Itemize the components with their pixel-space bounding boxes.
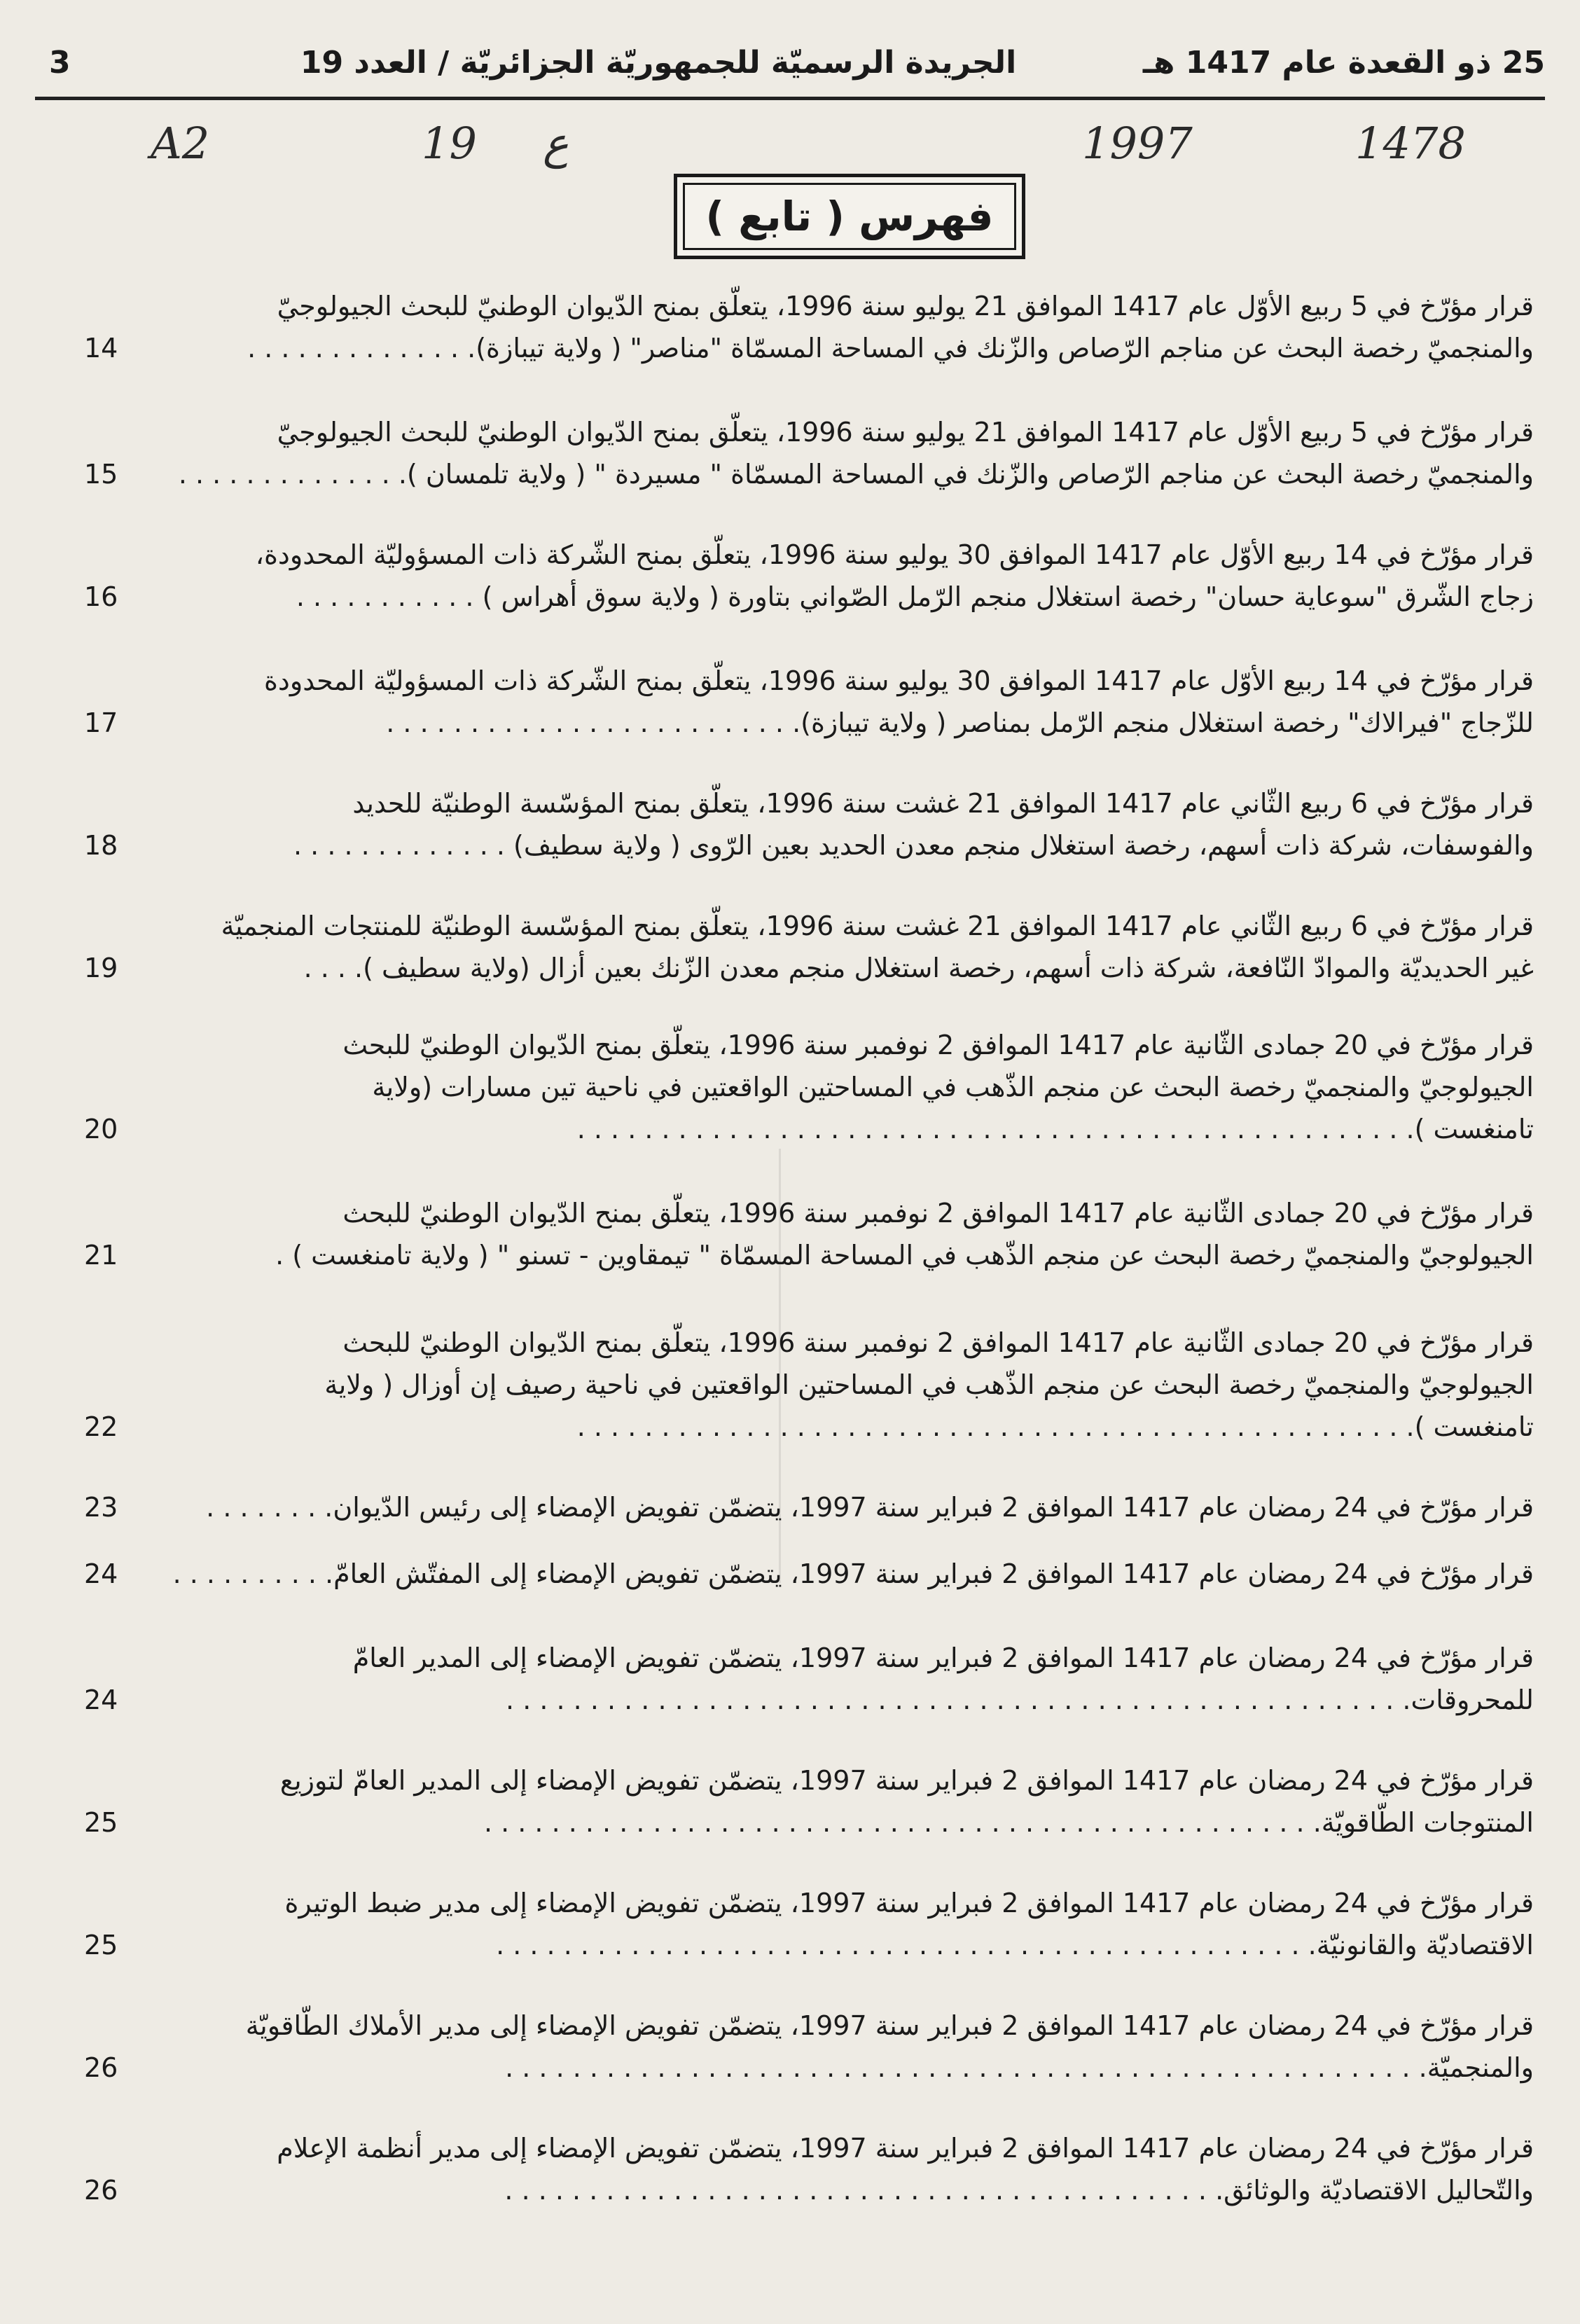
index-entry-line: الجيولوجيّ والمنجميّ رخصة البحث عن منجم الذّهب في المساحة المسمّاة " تيمقاوين - تسنو " ( ولاية تامنغست ) .	[275, 1240, 1534, 1271]
index-entry-page-number: 15	[84, 459, 118, 490]
index-entry-line: تامنغست ). . . . . . . . . . . . . . . . . . . . . . . . . . . . . . . . . . . . . . . . . . . . . . . . . .	[576, 1114, 1534, 1144]
index-entry-line: قرار مؤرّخ في 24 رمضان عام 1417 الموافق 2 فبراير سنة 1997، يتضمّن تفويض الإمضاء إلى المفتّش العامّ. . . . . . . . . .	[172, 1558, 1534, 1589]
index-entry-line: والمنجميّ رخصة البحث عن مناجم الرّصاص والزّنك في المساحة المسمّاة "مناصر" ( ولاية تيبازة). . . . . . . . . . . . . .	[247, 333, 1534, 364]
index-entry-line: للزّجاج "فيرالاك" رخصة استغلال منجم الرّمل بمناصر ( ولاية تيبازة). . . . . . . . . . . . . . . . . . . . . . . . .	[386, 707, 1534, 738]
handwritten-note: 1478	[1355, 118, 1466, 169]
index-entry-line: تامنغست ). . . . . . . . . . . . . . . . . . . . . . . . . . . . . . . . . . . . . . . . . . . . . . . . . .	[576, 1411, 1534, 1442]
index-entry-line: قرار مؤرّخ في 24 رمضان عام 1417 الموافق 2 فبراير سنة 1997، يتضمّن تفويض الإمضاء إلى مدير ضبط الوتيرة	[284, 1888, 1534, 1918]
index-entry-line: قرار مؤرّخ في 24 رمضان عام 1417 الموافق 2 فبراير سنة 1997، يتضمّن تفويض الإمضاء إلى مدير الأملاك الطّاقويّة	[245, 2010, 1534, 2041]
header-date: 25 ذو القعدة عام 1417 هـ	[1142, 45, 1545, 81]
handwritten-note: 19	[422, 118, 477, 169]
index-entry-page-number: 26	[84, 2052, 118, 2083]
header-page-number: 3	[49, 45, 71, 81]
index-entry-line: زجاج الشّرق "سوعاية حسان" رخصة استغلال منجم الرّمل الصّواني بتاورة ( ولاية سوق أهراس ) . . . . . . . . . . .	[296, 581, 1534, 612]
index-entry-line: قرار مؤرّخ في 20 جمادى الثّانية عام 1417 الموافق 2 نوفمبر سنة 1996، يتعلّق بمنح الدّيوان الوطنيّ للبحث	[342, 1198, 1534, 1229]
index-entry-line: قرار مؤرّخ في 20 جمادى الثّانية عام 1417 الموافق 2 نوفمبر سنة 1996، يتعلّق بمنح الدّيوان الوطنيّ للبحث	[342, 1030, 1534, 1060]
index-entry-line: المنتوجات الطّاقويّة. . . . . . . . . . . . . . . . . . . . . . . . . . . . . . . . . . . . . . . . . . . . . . . . . .	[483, 1807, 1534, 1838]
index-entry-page-number: 25	[84, 1930, 118, 1960]
index-entry-page-number: 24	[84, 1558, 118, 1589]
index-entry-line: للمحروقات. . . . . . . . . . . . . . . . . . . . . . . . . . . . . . . . . . . . . . . . . . . . . . . . . . . . . .	[506, 1685, 1534, 1715]
index-entry-page-number: 19	[84, 953, 118, 983]
index-entry-line: قرار مؤرّخ في 6 ربيع الثّاني عام 1417 الموافق 21 غشت سنة 1996، يتعلّق بمنح المؤسّسة الوطنيّة للحديد	[352, 788, 1534, 819]
index-entry-page-number: 21	[84, 1240, 118, 1271]
handwritten-note: ع	[543, 118, 569, 169]
index-entry-line: قرار مؤرّخ في 24 رمضان عام 1417 الموافق 2 فبراير سنة 1997، يتضمّن تفويض الإمضاء إلى المدير العامّ	[352, 1642, 1534, 1673]
index-entry-line: الجيولوجيّ والمنجميّ رخصة البحث عن منجم الذّهب في المساحتين الواقعتين في ناحية رصيف إن أوزال ( ولاية	[324, 1369, 1534, 1400]
index-entry-line: والتّحاليل الاقتصاديّة والوثائق. . . . . . . . . . . . . . . . . . . . . . . . . . . . . . . . . . . . . . . . . . .	[504, 2175, 1534, 2206]
index-entry-line: والفوسفات، شركة ذات أسهم، رخصة استغلال منجم معدن الحديد بعين الرّوى ( ولاية سطيف) . . . . . . . . . . . . .	[293, 830, 1534, 861]
index-entry-page-number: 22	[84, 1411, 118, 1442]
header-journal: الجريدة الرسميّة للجمهوريّة الجزائريّة / العدد 19	[300, 45, 1017, 81]
index-entry-line: قرار مؤرّخ في 5 ربيع الأوّل عام 1417 الموافق 21 يوليو سنة 1996، يتعلّق بمنح الدّيوان الوطنيّ للبحث الجيولوجيّ	[277, 291, 1534, 321]
index-entry-page-number: 18	[84, 830, 118, 861]
index-entry-line: قرار مؤرّخ في 24 رمضان عام 1417 الموافق 2 فبراير سنة 1997، يتضمّن تفويض الإمضاء إلى مدير أنظمة الإعلام	[277, 2133, 1534, 2164]
index-entry-line: قرار مؤرّخ في 5 ربيع الأوّل عام 1417 الموافق 21 يوليو سنة 1996، يتعلّق بمنح الدّيوان الوطنيّ للبحث الجيولوجيّ	[277, 417, 1534, 448]
index-entry-line: الجيولوجيّ والمنجميّ رخصة البحث عن منجم الذّهب في المساحتين الواقعتين في ناحية تين مسارات (ولاية	[372, 1072, 1534, 1102]
handwritten-note: 1997	[1082, 118, 1193, 169]
index-entry-line: قرار مؤرّخ في 20 جمادى الثّانية عام 1417 الموافق 2 نوفمبر سنة 1996، يتعلّق بمنح الدّيوان الوطنيّ للبحث	[342, 1327, 1534, 1358]
index-entry-line: قرار مؤرّخ في 24 رمضان عام 1417 الموافق 2 فبراير سنة 1997، يتضمّن تفويض الإمضاء إلى رئيس الدّيوان. . . . . . . .	[206, 1492, 1534, 1523]
index-entry-page-number: 24	[84, 1685, 118, 1715]
index-entry-line: والمنجميّة. . . . . . . . . . . . . . . . . . . . . . . . . . . . . . . . . . . . . . . . . . . . . . . . . . . . . . .	[505, 2052, 1534, 2083]
index-entry-line: قرار مؤرّخ في 6 ربيع الثّاني عام 1417 الموافق 21 غشت سنة 1996، يتعلّق بمنح المؤسّسة الوطنيّة للمنتجات المنجميّة	[221, 911, 1534, 941]
index-entry-page-number: 16	[84, 581, 118, 612]
index-entry-line: غير الحديديّة والموادّ النّافعة، شركة ذات أسهم، رخصة استغلال منجم معدن الزّنك بعين أزال (ولاية سطيف ). . . .	[303, 953, 1534, 983]
index-entry-page-number: 20	[84, 1114, 118, 1144]
index-entry-page-number: 17	[84, 707, 118, 738]
index-entry-page-number: 26	[84, 2175, 118, 2206]
index-entry-page-number: 14	[84, 333, 118, 364]
handwritten-note: A2	[151, 118, 210, 169]
index-entry-page-number: 23	[84, 1492, 118, 1523]
index-entry-line: قرار مؤرّخ في 14 ربيع الأوّل عام 1417 الموافق 30 يوليو سنة 1996، يتعلّق بمنح الشّركة ذات المسؤوليّة المحدودة	[264, 665, 1534, 696]
index-entry-line: قرار مؤرّخ في 24 رمضان عام 1417 الموافق 2 فبراير سنة 1997، يتضمّن تفويض الإمضاء إلى المدير العامّ لتوزيع	[279, 1765, 1534, 1796]
index-entry-line: والمنجميّ رخصة البحث عن مناجم الرّصاص والزّنك في المساحة المسمّاة " مسيردة " ( ولاية تلمسان ). . . . . . . . . . . . . .	[178, 459, 1534, 490]
index-title: فهرس ( تابع )	[705, 193, 994, 240]
index-entry-page-number: 25	[84, 1807, 118, 1838]
index-entry-line: الاقتصاديّة والقانونيّة. . . . . . . . . . . . . . . . . . . . . . . . . . . . . . . . . . . . . . . . . . . . . . . . .	[496, 1930, 1534, 1960]
index-entry-line: قرار مؤرّخ في 14 ربيع الأوّل عام 1417 الموافق 30 يوليو سنة 1996، يتعلّق بمنح الشّركة ذات المسؤوليّة المحدودة،	[255, 539, 1534, 570]
